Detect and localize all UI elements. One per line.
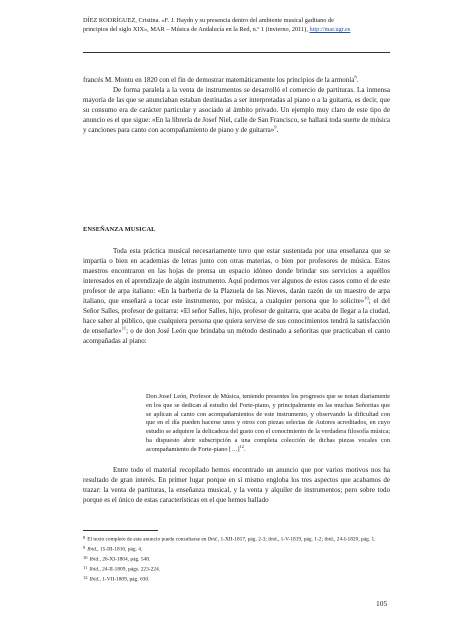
paragraph-4: Entre todo el material recopilado hemos encontrado un anuncio que por varios motivos nos ha resultado de gran interés. En primer lugar porque en sí mismo engloba los tres aspectos que acabamos de trazar: la venta de partituras, la enseñanza musical, y la venta y alquiler de instrumentos; pero sobre todo porque es el único de estas características en el que hemos hallado bbox=[83, 466, 390, 504]
body-text-bottom bbox=[83, 465, 390, 505]
footnotes bbox=[83, 534, 390, 584]
paragraph-1: francés M. Montu en 1820 con el fin de demostrar matemáticamente los principios de la armonía$^8$. bbox=[83, 74, 359, 84]
header-line-2: principios del siglo XIX», MAR – Música de Andalucía en la Red, n.º 1 (invierno, 2011), http://mar.ugr.es bbox=[83, 26, 351, 33]
body-text-top bbox=[83, 75, 390, 135]
section-heading: ENSEÑANZA MUSICAL bbox=[83, 226, 156, 233]
paragraph-2: De forma paralela a la venta de instrumentos se desarrolló el comercio de partituras. La inmensa mayoría de las que se anunciaban estaban destinadas a ser interpretadas al piano o a la guitarra, es decir, que su consumo era de carácter particular y asociado al ámbito privado. Un ejemplo muy claro de este tipo de anuncio es el que sigue: «En la librería de Josef Niel, calle de San Francisco, se hallará toda suerte de música y canciones para canto con acompañamiento de piano y de guitarra»$^9$. bbox=[83, 86, 390, 134]
footnote-ref-8[interactable]: 8 bbox=[354, 74, 357, 80]
footnote-9: $^9$ Ibid., 15-III-1810, pág. 4. bbox=[83, 544, 143, 553]
paragraph-3: Toda esta práctica musical necesariamente tuvo que estar sustentada por una enseñanza que se impartía o bien en academias de letras junto con otras materias, o bien por profesores de música. Estos maestros encontraron en las hojas de prensa un espacio idóneo donde brindar sus servicios a aquéllos interesados en el aprendizaje de algún instrumento. Aquí podemos ver algunos de estos casos como el de este profesor de arpa italiano: «En la barbería de la Plazuela de las Nieves, darán razón de un maestro de arpa italiano, que enseñará a tocar este instrumento, por música, a cualquier persona que lo solicite»$^{10}$; el del Señor Salles, profesor de guitarra: «El señor Salles, hijo, profesor de guitarra, que acaba de llegar a la ciudad, hace saber al público, que cualquiera persona que quiera servirse de sus conocimientos tendrá la satisfacción de enseñarle»$^{11}$; o de don José León que brindaba un método destinado a señoritas que practicaban el canto acompañadas al piano: bbox=[83, 247, 390, 345]
footnote-ref-12[interactable]: 12 bbox=[239, 443, 245, 449]
footnote-12: $^{12}$ Ibid., 1-VII-1809, pág. 630. bbox=[83, 574, 150, 583]
header-line-1: DÍEZ RODRÍGUEZ, Cristina. «F. J. Haydn y su presencia dentro del ambiente musical gaditano de bbox=[83, 17, 334, 24]
footnote-ref-10[interactable]: 10 bbox=[364, 295, 369, 301]
footnote-divider bbox=[83, 530, 158, 531]
journal-link[interactable]: http://mar.ugr.es bbox=[309, 26, 351, 33]
page-number: 105 bbox=[376, 599, 388, 608]
footnote-8: $^8$ El texto completo de este anuncio puede consultarse en Ibid., 1-XII-1817, pág. 2-3; ibid., 1-V-1819, pág. 1-2; ibid., 24-I-1820, pág. 1. bbox=[83, 535, 376, 543]
footnote-11: $^{11}$ Ibid., 24-II-1809, págs. 223-224. bbox=[83, 564, 161, 573]
body-text-middle bbox=[83, 246, 390, 346]
footnote-ref-9[interactable]: 9 bbox=[274, 124, 277, 130]
footnote-10: $^{10}$ Ibid., 26-XI-1804, pág. 548. bbox=[83, 554, 151, 563]
header-divider bbox=[83, 52, 390, 53]
footnote-ref-11[interactable]: 11 bbox=[121, 325, 127, 331]
running-header bbox=[83, 16, 390, 34]
block-quote: Don Josef León, Profesor de Música, teniendo presentes los progresos que se notan diariamente en los que se dedican al estudio del Forte-piano, y principalmente en las muchas Señoritas que se aplican al canto con acompañamientos de este instrumento, y observando la dificultad con que en el día pueden hacerse unos y otros con piezas selectas de Autores acreditados, en cuyo estudio se adquiere la delicadeza del gusto con el conocimiento de la verdadera filosofía música; ha dispuesto abrir subscripción a una completa colección de dichas piezas vocales con acompañamiento de Forte-piano […]$^{12}$. bbox=[146, 393, 390, 453]
